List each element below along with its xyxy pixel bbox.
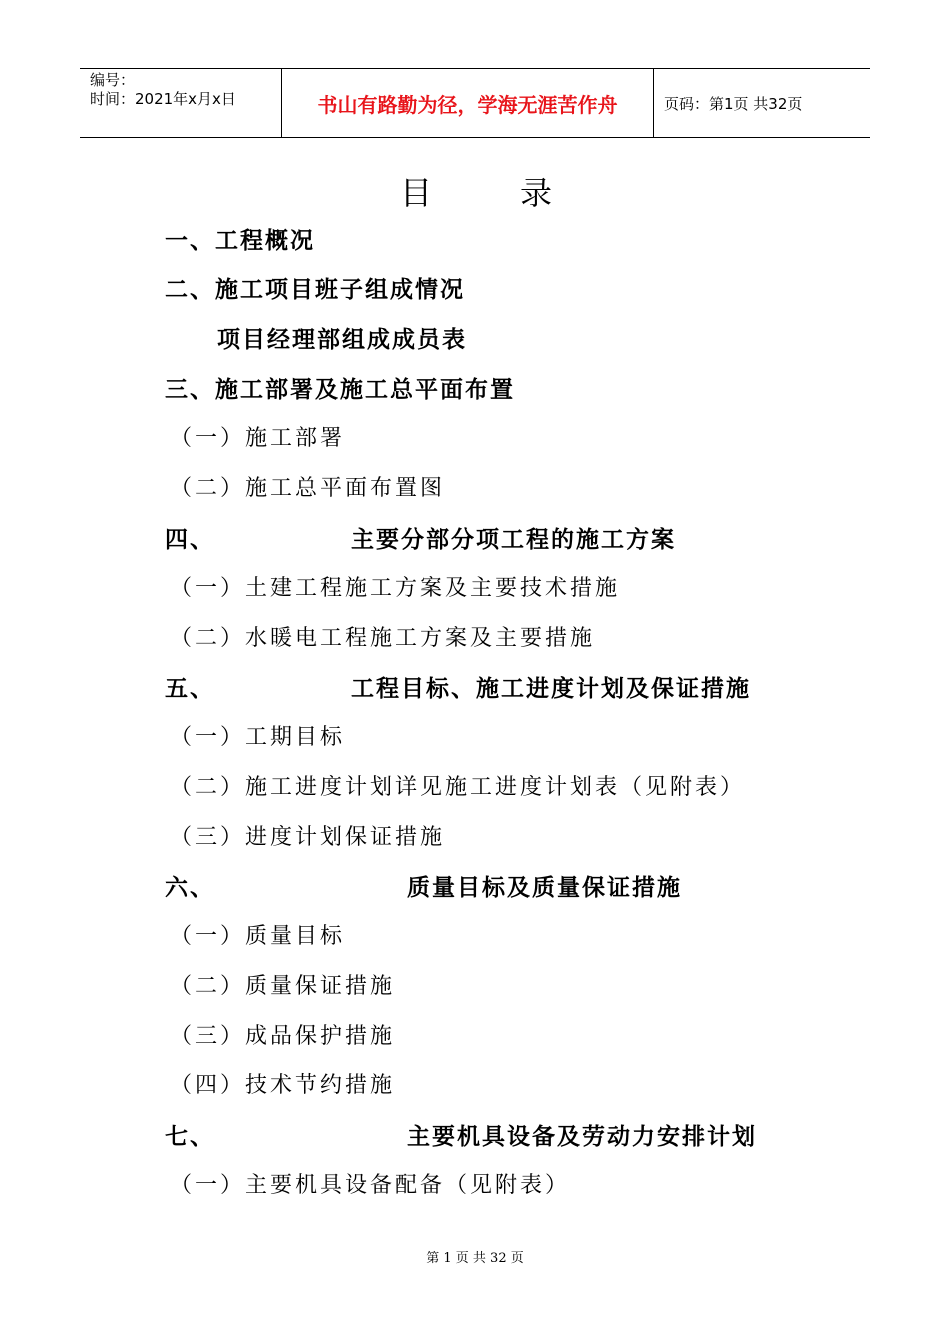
toc-item-5-2: （二）施工进度计划详见施工进度计划表（见附表） (170, 775, 746, 800)
toc-section-2 (165, 271, 465, 304)
toc-item-7-1: （一）主要机具设备配备（见附表） (170, 1173, 571, 1198)
document-header (80, 68, 870, 138)
toc-section-7 (165, 1118, 757, 1151)
time-label: 时间：2021年x月x日 (90, 90, 236, 108)
toc-item-6-1: （一）质量目标 (170, 924, 346, 949)
toc-section-6 (165, 869, 682, 902)
toc-section-title: 施工部署及施工总平面布置 (215, 377, 515, 403)
toc-section-title: 主要机具设备及劳动力安排计划 (407, 1124, 757, 1150)
toc-section-number: 七、 (165, 1124, 215, 1150)
toc-section-title: 工程目标、施工进度计划及保证措施 (351, 676, 751, 702)
toc-section-number: 三、 (165, 377, 215, 403)
toc-item-4-1: （一）土建工程施工方案及主要技术措施 (170, 576, 621, 601)
toc-item-6-4: （四）技术节约措施 (170, 1073, 396, 1098)
header-left-cell (80, 69, 282, 137)
toc-subsection-2-members: 项目经理部组成成员表 (217, 327, 467, 353)
title-char-1: 目 (400, 174, 433, 212)
toc-section-title: 施工项目班子组成情况 (215, 277, 465, 303)
number-label: 编号： (90, 71, 136, 89)
toc-section-5 (165, 670, 751, 703)
toc-section-number: 一、 (165, 228, 215, 254)
toc-section-4 (165, 521, 676, 554)
toc-section-number: 四、 (165, 527, 215, 553)
toc-section-number: 二、 (165, 277, 215, 303)
toc-section-title: 工程概况 (215, 228, 315, 254)
toc-item-5-1: （一）工期目标 (170, 725, 346, 750)
toc-section-number: 六、 (165, 875, 215, 901)
page-footer: 第 1 页 共 32 页 (426, 1251, 524, 1266)
title-char-2: 录 (520, 174, 553, 212)
toc-item-3-2: （二）施工总平面布置图 (170, 476, 446, 501)
toc-item-3-1: （一）施工部署 (170, 426, 346, 451)
toc-item-6-2: （二）质量保证措施 (170, 974, 396, 999)
page-info: 页码：第1页 共32页 (664, 94, 803, 113)
toc-item-4-2: （二）水暖电工程施工方案及主要措施 (170, 626, 596, 651)
toc-section-number: 五、 (165, 676, 215, 702)
toc-section-title: 质量目标及质量保证措施 (407, 875, 682, 901)
toc-section-1 (165, 222, 315, 255)
toc-section-title: 主要分部分项工程的施工方案 (351, 527, 676, 553)
motto-text: 书山有路勤为径，学海无涯苦作舟 (317, 92, 618, 117)
header-motto-cell (282, 69, 654, 137)
header-page-cell (654, 69, 870, 137)
toc-section-3 (165, 371, 515, 404)
toc-item-5-3: （三）进度计划保证措施 (170, 825, 446, 850)
toc-item-6-3: （三）成品保护措施 (170, 1024, 396, 1049)
